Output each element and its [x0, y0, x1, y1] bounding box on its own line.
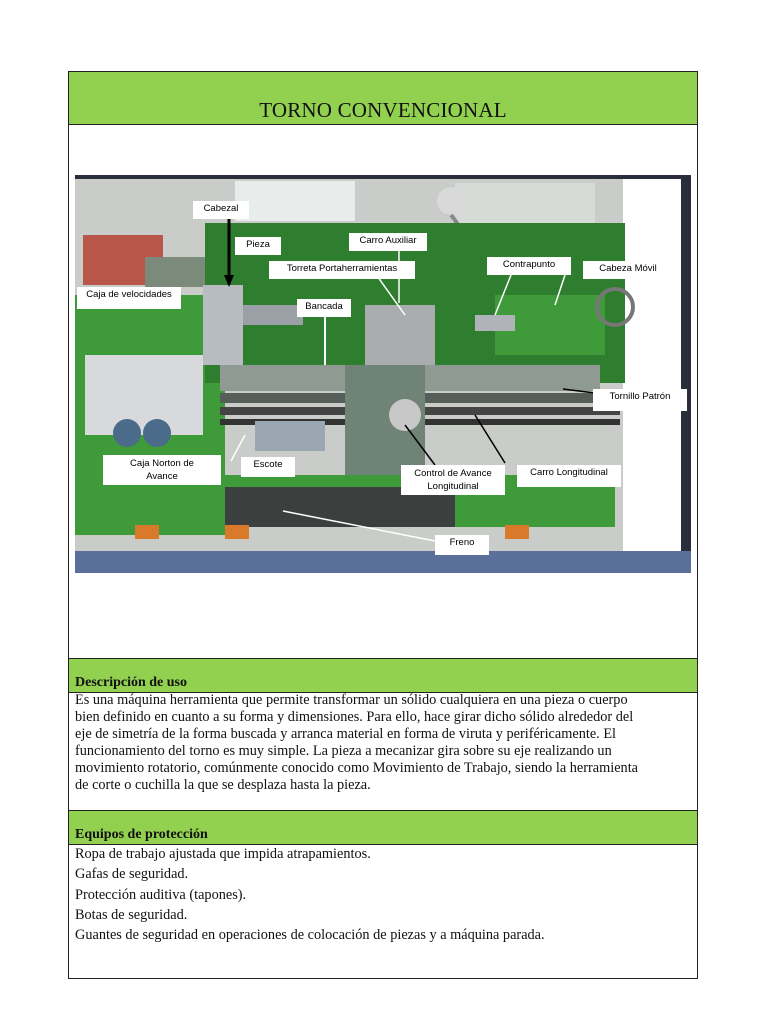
label-tornillo-patron: Tornillo Patrón	[593, 389, 687, 411]
label-escote: Escote	[241, 457, 295, 477]
page-title: TORNO CONVENCIONAL	[259, 98, 507, 122]
list-item: Ropa de trabajo ajustada que impida atrapamientos.	[75, 846, 371, 862]
label-control-avance: Control de Avance Longitudinal	[401, 465, 505, 495]
label-caja-velocidades: Caja de velocidades	[77, 287, 181, 309]
label-cabeza-movil: Cabeza Móvil	[583, 261, 673, 279]
descripcion-band	[69, 658, 697, 693]
list-item: Protección auditiva (tapones).	[75, 886, 247, 903]
equipos-band	[69, 810, 697, 845]
label-freno: Freno	[435, 535, 489, 555]
label-carro-longitudinal: Carro Longitudinal	[517, 465, 621, 487]
descripcion-title: Descripción de uso	[75, 675, 187, 690]
label-bancada: Bancada	[297, 299, 351, 317]
label-carro-auxiliar: Carro Auxiliar	[349, 233, 427, 251]
label-caja-norton: Caja Norton de Avance	[103, 455, 221, 485]
document-sheet	[68, 71, 698, 979]
descripcion-line: bien definido en cuanto a su forma y dimensiones. Para ello, hace girar dicho sólido alrededor del	[75, 709, 634, 725]
descripcion-line: de corte o cuchilla la que se desplaza hasta la pieza.	[75, 777, 371, 793]
list-item: Botas de seguridad.	[75, 906, 188, 923]
list-item: Gafas de seguridad.	[75, 866, 189, 883]
label-cabezal: Cabezal	[193, 201, 249, 219]
descripcion-text	[75, 692, 693, 794]
equipos-title: Equipos de protección	[75, 827, 208, 842]
lathe-photo	[75, 175, 691, 573]
title-band	[69, 71, 697, 125]
descripcion-line: movimiento rotatorio, comúnmente conocido como Movimiento de Trabajo, siendo la herramienta	[75, 760, 639, 776]
descripcion-line: funcionamiento del torno es muy simple. La pieza a mecanizar gira sobre su eje realizando un	[75, 743, 612, 759]
label-contrapunto: Contrapunto	[487, 257, 571, 275]
descripcion-line: eje de simetría de la forma buscada y arranca material en forma de viruta y periféricamente. El	[75, 726, 617, 742]
label-pieza: Pieza	[235, 237, 281, 255]
equipos-list	[75, 844, 693, 945]
list-item: Guantes de seguridad en operaciones de colocación de piezas y a máquina parada.	[75, 927, 545, 944]
descripcion-line: Es una máquina herramienta que permite transformar un sólido cualquiera en una pieza o cuerpo	[75, 692, 628, 708]
label-torreta: Torreta Portaherramientas	[269, 261, 415, 279]
